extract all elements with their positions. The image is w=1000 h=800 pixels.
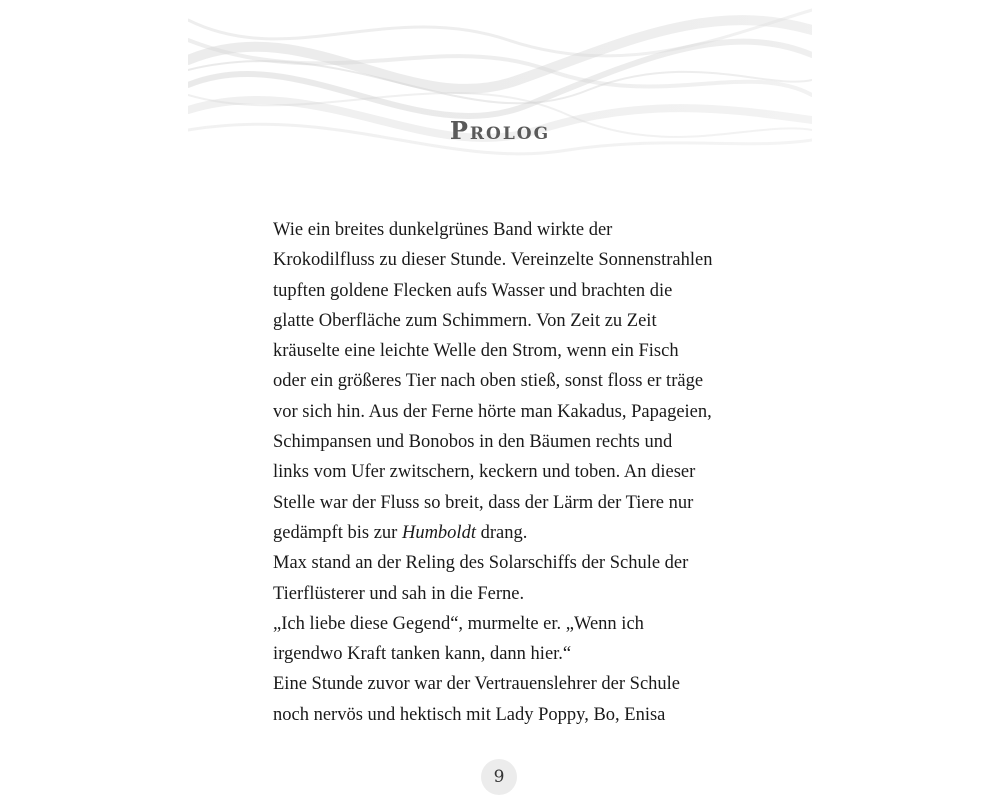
body-text (273, 215, 743, 730)
text-line (273, 518, 743, 548)
text-line: noch nervös und hektisch mit Lady Poppy, Bo, Enisa (273, 704, 666, 725)
text-line: Wie ein breites dunkelgrünes Band wirkte der (273, 220, 613, 240)
text-line: links vom Ufer zwitschern, keckern und toben. An dieser (273, 462, 696, 483)
text-line: „Ich liebe diese Gegend“, murmelte er. „Wenn ich (273, 613, 644, 634)
text-line: tupften goldene Flecken aufs Wasser und brachten die (273, 280, 673, 301)
page-number: 9 (481, 759, 517, 795)
text-line: irgendwo Kraft tanken kann, dann hier.“ (273, 644, 572, 665)
chapter-title: Prolog (449, 116, 551, 145)
text-line: Krokodilfluss zu dieser Stunde. Vereinzelte Sonnenstrahlen (273, 250, 713, 271)
decorative-waves-ornament (188, 0, 812, 175)
text-line: kräuselte eine leichte Welle den Strom, wenn ein Fisch (273, 341, 679, 362)
text-line: oder ein größeres Tier nach oben stieß, sonst floss er träge (273, 371, 704, 392)
text-segment: gedämpft bis zur (273, 522, 402, 543)
text-line: Max stand an der Reling des Solarschiffs der Schule der (273, 553, 689, 574)
ship-name-italic: Humboldt (401, 522, 476, 543)
text-line: Tierflüsterer und sah in die Ferne. (273, 583, 525, 604)
text-line: Schimpansen und Bonobos in den Bäumen rechts und (273, 432, 673, 453)
text-line: vor sich hin. Aus der Ferne hörte man Kakadus, Papageien, (273, 401, 712, 422)
text-segment: drang. (475, 522, 528, 543)
text-line: Eine Stunde zuvor war der Vertrauenslehrer der Schule (273, 674, 681, 695)
text-line: glatte Oberfläche zum Schimmern. Von Zeit zu Zeit (273, 310, 657, 331)
text-line: Stelle war der Fluss so breit, dass der Lärm der Tiere nur (273, 492, 694, 513)
